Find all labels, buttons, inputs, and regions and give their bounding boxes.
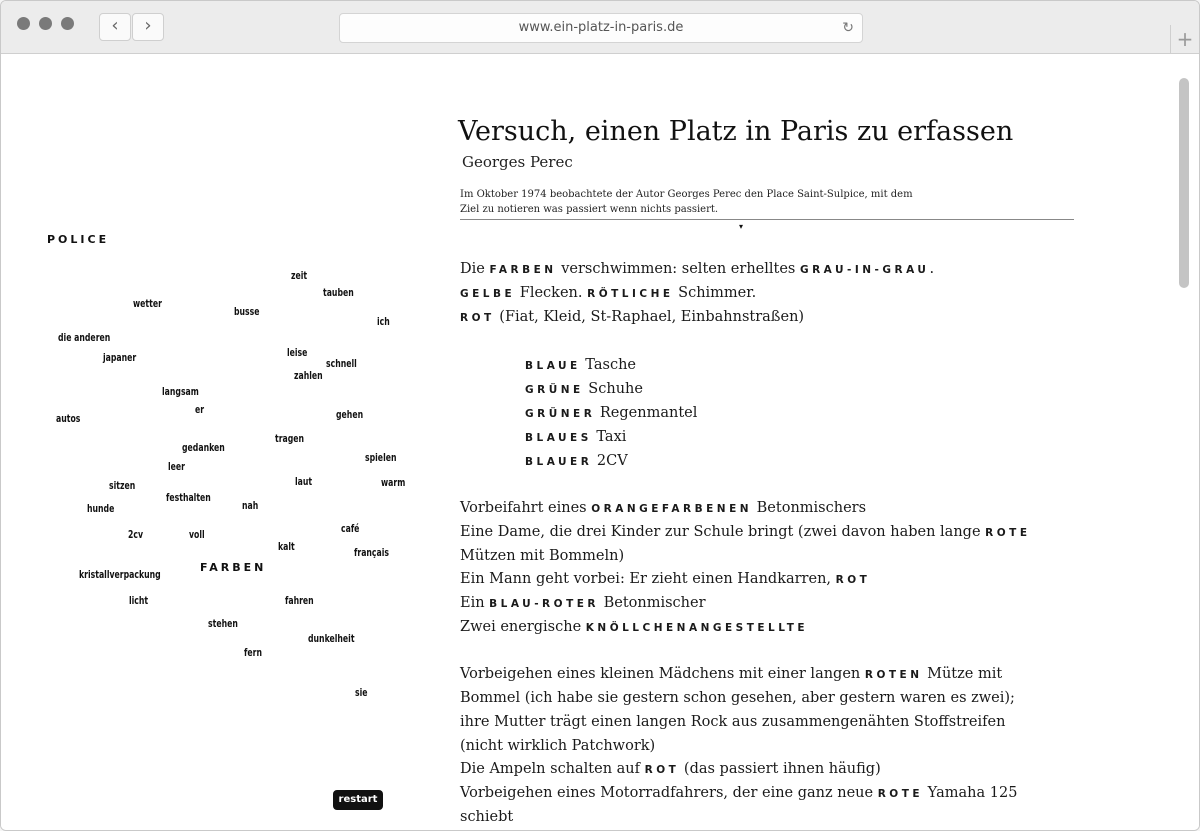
chevron-right-icon: ›	[144, 15, 152, 36]
color-keyword: GRAU-IN-GRAU	[799, 264, 930, 276]
color-keyword: ROTE	[877, 788, 924, 800]
article-line	[460, 500, 866, 516]
line-text: Yamaha 125	[923, 785, 1018, 801]
line-text: Vorbeifahrt eines	[460, 500, 592, 516]
word-cloud-word[interactable]: gehen	[336, 409, 364, 421]
line-text: Vorbeigehen eines kleinen Mädchens mit einer langen	[460, 666, 865, 682]
word-cloud-word[interactable]: voll	[189, 529, 205, 541]
color-keyword: RÖTLICHE	[587, 288, 674, 300]
article-line	[525, 453, 628, 469]
word-cloud-word[interactable]: sitzen	[109, 480, 136, 492]
word-cloud-word[interactable]: nah	[242, 500, 259, 512]
article-line	[460, 619, 808, 635]
word-cloud-word[interactable]: dunkelheit	[308, 633, 355, 645]
scrollbar-thumb[interactable]	[1179, 78, 1189, 288]
word-cloud-word[interactable]: leise	[287, 347, 308, 359]
word-cloud-word[interactable]: langsam	[162, 386, 199, 398]
article-line	[525, 381, 643, 397]
line-text: Betonmischer	[598, 595, 706, 611]
line-text: Ein	[460, 595, 490, 611]
scrollbar[interactable]	[1175, 54, 1199, 830]
word-cloud-word[interactable]: busse	[234, 306, 260, 318]
word-cloud-word[interactable]: autos	[56, 413, 81, 425]
chevron-left-icon: ‹	[111, 15, 119, 36]
word-cloud-word[interactable]: leer	[168, 461, 185, 473]
line-text: Schimmer.	[673, 285, 757, 301]
article-line	[460, 761, 881, 777]
article-line	[460, 690, 1015, 706]
intro-text: Im Oktober 1974 beobachtete der Autor Georges Perec den Place Saint-Sulpice, mit dem Ziel zu notieren was passiert wenn nichts passiert.	[460, 189, 913, 215]
word-cloud-word[interactable]: die anderen	[58, 332, 111, 344]
color-keyword: BLAUE	[525, 360, 581, 372]
line-text: Tasche	[580, 357, 636, 373]
color-keyword: GELBE	[460, 288, 516, 300]
color-keyword: ROTEN	[864, 669, 923, 681]
reload-icon[interactable]: ↻	[842, 20, 854, 36]
line-text: (das passiert ihnen häufig)	[679, 761, 881, 777]
word-cloud-word[interactable]: kalt	[278, 541, 295, 553]
url-text: www.ein-platz-in-paris.de	[518, 20, 684, 35]
color-keyword: BLAUES	[525, 432, 592, 444]
article-line	[460, 785, 1017, 801]
article-line	[525, 405, 697, 421]
browser-titlebar	[1, 1, 1199, 54]
word-cloud-word[interactable]: warm	[381, 477, 406, 489]
zoom-window-button[interactable]	[61, 17, 74, 30]
line-text: Flecken.	[515, 285, 588, 301]
word-cloud-word[interactable]: fahren	[285, 595, 314, 607]
word-cloud-word[interactable]: festhalten	[166, 492, 211, 504]
article-line	[460, 524, 1031, 540]
close-window-button[interactable]	[17, 17, 30, 30]
word-cloud-word[interactable]: er	[195, 404, 205, 416]
color-keyword: ROT	[460, 312, 495, 324]
article-line	[460, 738, 655, 754]
article-line	[460, 666, 1002, 682]
word-cloud-word[interactable]: kristallverpackung	[79, 569, 161, 581]
line-text: Zwei energische	[460, 619, 586, 635]
line-text: 2CV	[592, 453, 628, 469]
color-keyword: ROT	[644, 764, 680, 776]
line-text: verschwimmen: selten erhelltes	[556, 261, 800, 277]
article-line	[460, 285, 756, 301]
color-keyword: ROTE	[985, 527, 1031, 539]
line-text: Taxi	[591, 429, 627, 445]
page-title: Versuch, einen Platz in Paris zu erfassen	[458, 116, 1014, 147]
divider	[460, 219, 1074, 220]
word-cloud-word[interactable]: gedanken	[182, 442, 225, 454]
word-cloud-word[interactable]: zeit	[291, 270, 308, 282]
article-line	[460, 548, 624, 564]
line-text: Die Ampeln schalten auf	[460, 761, 645, 777]
line-text: Eine Dame, die drei Kinder zur Schule bringt (zwei davon haben lange	[460, 524, 986, 540]
article-line	[525, 357, 636, 373]
author-name: Georges Perec	[462, 153, 573, 171]
line-text: .	[929, 261, 935, 277]
word-cloud-word[interactable]: fern	[244, 647, 262, 659]
line-text: Schuhe	[583, 381, 643, 397]
line-text: Regenmantel	[595, 405, 698, 421]
line-text: Vorbeigehen eines Motorradfahrers, der eine ganz neue	[460, 785, 878, 801]
word-cloud-word[interactable]: schnell	[326, 358, 357, 370]
new-tab-button[interactable]	[1170, 25, 1199, 53]
color-keyword: GRÜNE	[525, 384, 584, 396]
word-cloud-word[interactable]: spielen	[365, 452, 397, 464]
line-text: schiebt	[460, 809, 514, 825]
plus-icon: +	[1176, 27, 1194, 51]
line-text: Ein Mann geht vorbei: Er zieht einen Handkarren,	[460, 571, 836, 587]
article-line	[460, 309, 804, 325]
color-keyword: ROT	[835, 574, 871, 586]
color-keyword: FARBEN	[489, 264, 557, 276]
minimize-window-button[interactable]	[39, 17, 52, 30]
line-text: Mützen mit Bommeln)	[460, 548, 625, 564]
article-line	[460, 714, 1005, 730]
address-bar[interactable]	[339, 13, 863, 43]
word-cloud-word[interactable]: tragen	[275, 433, 305, 445]
line-text: Die	[460, 261, 490, 277]
color-keyword: GRÜNER	[525, 408, 596, 420]
word-cloud-word[interactable]: ich	[377, 316, 390, 328]
word-cloud-word[interactable]: sie	[355, 687, 368, 699]
word-cloud-word[interactable]: français	[354, 547, 390, 559]
page-content	[1, 54, 1199, 830]
word-cloud-word[interactable]: licht	[129, 595, 149, 607]
article-line	[460, 595, 706, 611]
word-cloud-word[interactable]: 2cv	[128, 529, 144, 541]
article-line	[460, 261, 934, 277]
line-text: Bommel (ich habe sie gestern schon gesehen, aber gestern waren es zwei);	[460, 690, 1015, 706]
color-keyword: KNÖLLCHENANGESTELLTE	[585, 622, 809, 634]
word-cloud-word[interactable]: hunde	[87, 503, 115, 515]
color-keyword: ORANGEFARBENEN	[591, 503, 753, 515]
word-cloud-word[interactable]: café	[341, 523, 360, 535]
restart-button[interactable]: restart	[333, 790, 383, 810]
word-cloud-word[interactable]: wetter	[133, 298, 162, 310]
line-text: ihre Mutter trägt einen langen Rock aus zusammengenähten Stoffstreifen	[460, 714, 1006, 730]
article-line	[460, 809, 513, 825]
line-text: Mütze mit	[922, 666, 1003, 682]
article-line	[525, 429, 626, 445]
word-cloud-word[interactable]: japaner	[103, 352, 137, 364]
word-cloud-word[interactable]: zahlen	[294, 370, 323, 382]
forward-button[interactable]	[132, 13, 164, 41]
word-cloud-word[interactable]: tauben	[323, 287, 354, 299]
color-keyword: BLAUER	[525, 456, 593, 468]
word-cloud-word[interactable]: stehen	[208, 618, 238, 630]
expand-caret-icon[interactable]: ▾	[739, 222, 744, 231]
line-text: (Fiat, Kleid, St-Raphael, Einbahnstraßen)	[494, 309, 805, 325]
word-cloud-word[interactable]: FARBEN	[200, 561, 267, 574]
back-button[interactable]	[99, 13, 131, 41]
line-text: Betonmischers	[752, 500, 867, 516]
color-keyword: BLAU-ROTER	[489, 598, 599, 610]
line-text: (nicht wirklich Patchwork)	[460, 738, 656, 754]
article-line	[460, 571, 870, 587]
word-cloud-word[interactable]: laut	[295, 476, 313, 488]
word-cloud-word[interactable]: POLICE	[47, 233, 110, 246]
